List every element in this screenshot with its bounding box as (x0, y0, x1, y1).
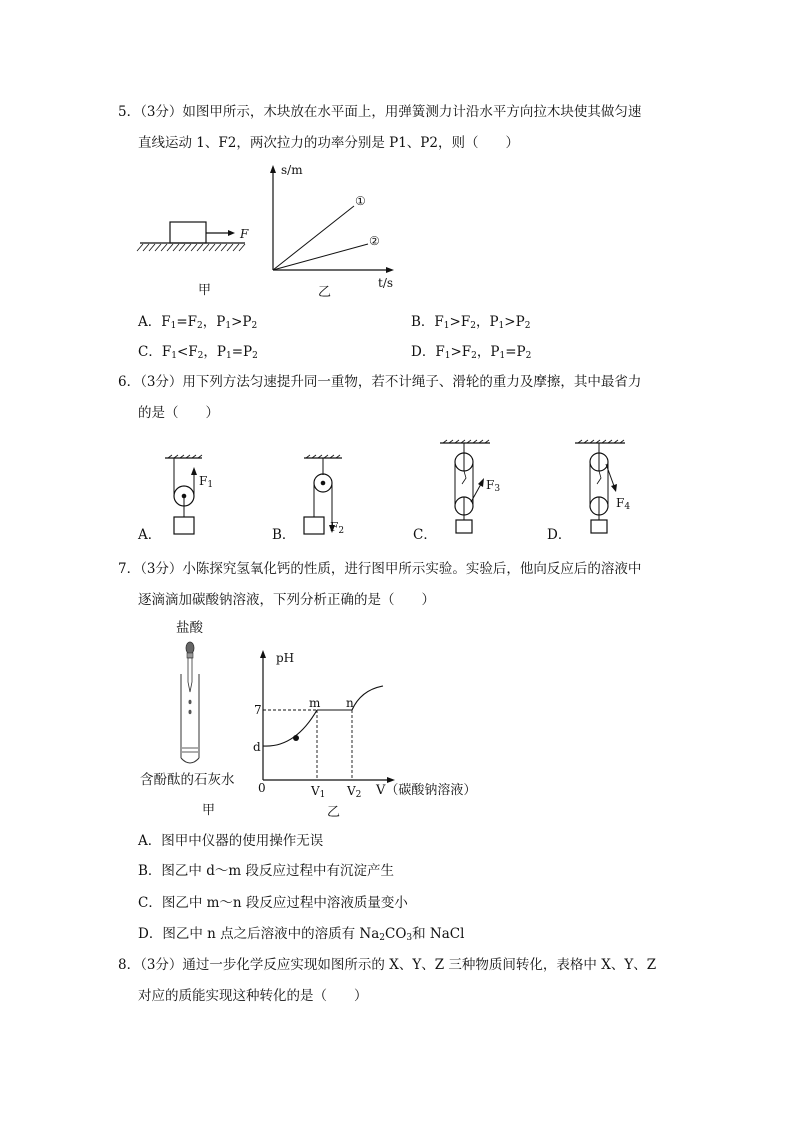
line-1 (273, 206, 354, 270)
q6-option-a[interactable]: A． (138, 527, 162, 543)
q7-option-c[interactable]: C．图乙中 m～n 段反应过程中溶液质量变小 (138, 895, 408, 911)
dropper-bulb (186, 642, 194, 654)
ph-point-n: n (346, 696, 354, 710)
fig-yi-caption: 乙 (318, 285, 332, 300)
q7-option-b[interactable]: B．图乙中 d～m 段反应过程中有沉淀产生 (138, 863, 394, 879)
limewater-label: 含酚酞的石灰水 (140, 772, 235, 788)
q5-option-a[interactable]: A．$F_1=F_2$，$P_1>P_2$ (138, 314, 258, 331)
q6-stem-line2: 的是（ ） (138, 405, 219, 421)
pulley-d-force: $F_4$ (616, 496, 631, 512)
q5-st-graph (262, 160, 402, 280)
ph-graph (255, 648, 405, 788)
q8-stem-line1: 8．（3分）通过一步化学反应实现如图所示的 X、Y、Z 三种物质间转化，表格中 X、Y、Z (118, 957, 657, 973)
hcl-label: 盐酸 (176, 620, 203, 636)
q5-stem-line2: 直线运动 1、F2，两次拉力的功率分别是 P1、P2，则（ ） (138, 135, 519, 151)
q7-option-a[interactable]: A．图甲中仪器的使用操作无误 (138, 833, 324, 849)
wood-block (170, 222, 206, 243)
q5-stem-line1: 5．（3分）如图甲所示，木块放在水平面上，用弹簧测力计沿水平方向拉木块使其做匀速 (118, 104, 642, 120)
ph-tick-7: 7 (254, 703, 262, 717)
pulley-d-figure (570, 440, 640, 540)
q6-option-b[interactable]: B． (272, 527, 296, 543)
q5-option-d[interactable]: D．$F_1>F_2$，$P_1=P_2$ (411, 344, 532, 361)
q6-option-c[interactable]: C． (413, 527, 437, 543)
ph-point (293, 735, 299, 741)
graph-xlabel: t/s (378, 276, 394, 290)
ph-tick-v1: $V_1$ (311, 784, 326, 800)
pulley-a-figure (160, 455, 220, 540)
pulley-b-force: $F_2$ (330, 520, 345, 536)
q6-stem-line1: 6．（3分）用下列方法匀速提升同一重物，若不计绳子、滑轮的重力及摩擦，其中最省力 (118, 374, 642, 390)
q7-stem-line1: 7．（3分）小陈探究氢氧化钙的性质，进行图甲所示实验。实验后，他向反应后的溶液中 (118, 561, 642, 577)
q7-stem-line2: 逐滴滴加碳酸钠溶液，下列分析正确的是（ ） (138, 592, 435, 608)
q5-option-c[interactable]: C．$F_1<F_2$，$P_1=P_2$ (138, 344, 258, 361)
line-1-marker: ① (355, 194, 366, 208)
pulley-a-force: $F_1$ (199, 474, 214, 490)
q7-option-d[interactable]: D．图乙中 n 点之后溶液中的溶质有 $Na_2CO_3$和 NaCl (138, 926, 465, 943)
ph-curve-d-to-m (263, 710, 317, 746)
ph-origin: 0 (258, 781, 266, 795)
ph-ylabel: pH (276, 651, 295, 665)
force-label: F (240, 227, 249, 241)
q5-option-b[interactable]: B．$F_1>F_2$，$P_1>P_2$ (411, 314, 531, 331)
fig-jia-caption: 甲 (198, 283, 212, 298)
ph-xlabel: V（碳酸钠溶液） (376, 783, 477, 798)
fig-jia-caption-q7: 甲 (202, 803, 216, 818)
pulley-c-force: $F_3$ (486, 478, 501, 494)
ph-curve-after-n (352, 686, 383, 710)
line-2-marker: ② (369, 234, 380, 248)
test-tube-dropper-figure (175, 640, 205, 768)
ph-tick-v2: $V_2$ (347, 784, 362, 800)
fig-yi-caption-q7: 乙 (327, 805, 341, 820)
q8-stem-line2: 对应的质能实现这种转化的是（ ） (138, 988, 368, 1004)
ph-point-m: m (309, 696, 321, 710)
graph-ylabel: s/m (281, 163, 303, 177)
pulley-b-figure (296, 455, 356, 540)
line-2 (273, 244, 368, 270)
ph-tick-d: d (253, 740, 261, 754)
q6-option-d[interactable]: D． (547, 527, 572, 543)
